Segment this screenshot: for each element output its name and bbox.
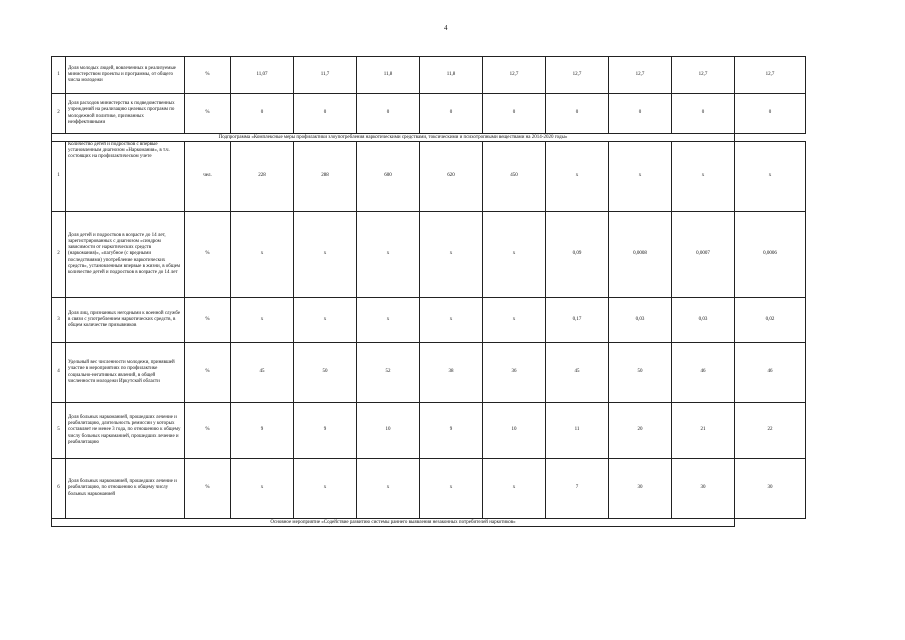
table-row xyxy=(52,212,806,298)
value-cell: 9 xyxy=(294,403,357,459)
value-cell: х xyxy=(483,212,546,298)
value-cell: х xyxy=(483,298,546,343)
value-cell: 30 xyxy=(735,459,806,519)
value-cell: 10 xyxy=(357,403,420,459)
value-cell: 0 xyxy=(483,94,546,134)
value-cell: 0 xyxy=(609,94,672,134)
value-cell: х xyxy=(294,212,357,298)
value-cell: 0 xyxy=(420,94,483,134)
value-cell: 20 xyxy=(609,403,672,459)
value-cell: 30 xyxy=(672,459,735,519)
value-cell: 0,02 xyxy=(735,298,806,343)
value-cell: 46 xyxy=(735,343,806,403)
value-cell: х xyxy=(420,212,483,298)
table-row xyxy=(52,57,806,94)
value-cell: 0,0008 xyxy=(609,212,672,298)
value-cell: 38 xyxy=(420,343,483,403)
value-cell: 21 xyxy=(672,403,735,459)
value-cell: х xyxy=(357,212,420,298)
section-row-1 xyxy=(52,134,806,142)
value-cell: 11,8 xyxy=(420,57,483,94)
row-number: 6 xyxy=(52,459,66,519)
value-cell: 11 xyxy=(546,403,609,459)
table-row xyxy=(52,343,806,403)
unit-cell: % xyxy=(185,94,231,134)
value-cell: 0 xyxy=(294,94,357,134)
value-cell: 50 xyxy=(294,343,357,403)
indicator-name: Доля лиц, признанных негодными к военной службе в связи с употреблением наркотических средств, в общем количестве призывников xyxy=(66,298,185,343)
value-cell: 0,03 xyxy=(609,298,672,343)
value-cell: 0 xyxy=(357,94,420,134)
value-cell: 0 xyxy=(546,94,609,134)
table-row xyxy=(52,459,806,519)
value-cell: 0 xyxy=(231,94,294,134)
value-cell: 9 xyxy=(420,403,483,459)
indicator-name: Доля молодых людей, вовлеченных в реализуемые министерством проекты и программы, от общего числа молодежи xyxy=(66,57,185,94)
subprogram-title: Подпрограмма «Комплексные меры профилактики злоупотребления наркотическими средствами, токсическими и психотропными веществами на 2014-2020 годы» xyxy=(52,134,735,142)
value-cell: 11,8 xyxy=(357,57,420,94)
value-cell: 12,7 xyxy=(735,57,806,94)
value-cell: х xyxy=(357,459,420,519)
value-cell: х xyxy=(231,212,294,298)
main-activity-title: Основное мероприятие «Содействие развитию системы раннего выявления незаконных потребителей наркотиков» xyxy=(52,519,735,527)
indicator-name: Количество детей и подростков с впервые установленным диагнозом «Наркомания», в т.ч. состоящих на профилактическом учете xyxy=(66,142,185,212)
value-cell: 50 xyxy=(609,343,672,403)
value-cell: х xyxy=(294,298,357,343)
row-number: 2 xyxy=(52,94,66,134)
value-cell: х xyxy=(294,459,357,519)
value-cell: 12,7 xyxy=(546,57,609,94)
indicator-name: Доля детей и подростков в возрасте до 14 лет, зарегистрированных с диагнозом «синдром зависимости от наркотических средств (наркомания)», «пагубное (с вредными последствиями) употребление наркотических средств», установленным впервые в жизни, в общем количестве детей и подростков в возрасте до 14 лет xyxy=(66,212,185,298)
value-cell: 0,0006 xyxy=(735,212,806,298)
value-cell: 0,17 xyxy=(546,298,609,343)
value-cell: х xyxy=(420,459,483,519)
value-cell: 7 xyxy=(546,459,609,519)
value-cell: 288 xyxy=(294,142,357,212)
table-body-top xyxy=(52,57,806,134)
value-cell: 11,7 xyxy=(294,57,357,94)
value-cell: х xyxy=(483,459,546,519)
section-row-2 xyxy=(52,519,806,527)
row-number: 5 xyxy=(52,403,66,459)
row-number: 3 xyxy=(52,298,66,343)
value-cell: 450 xyxy=(483,142,546,212)
row-number: 2 xyxy=(52,212,66,298)
value-cell: 12,7 xyxy=(609,57,672,94)
value-cell: х xyxy=(231,298,294,343)
value-cell: 10 xyxy=(483,403,546,459)
table-row xyxy=(52,142,806,212)
indicator-name: Доля больных наркоманией, прошедших лечение и реабилитацию, по отношению к общему числу больных наркоманией xyxy=(66,459,185,519)
row-number: 1 xyxy=(52,142,66,212)
row-number: 1 xyxy=(52,57,66,94)
value-cell: 0 xyxy=(735,94,806,134)
value-cell: 9 xyxy=(231,403,294,459)
value-cell: 620 xyxy=(420,142,483,212)
value-cell: 30 xyxy=(609,459,672,519)
value-cell: 46 xyxy=(672,343,735,403)
value-cell: 0 xyxy=(672,94,735,134)
value-cell: 12,7 xyxy=(672,57,735,94)
value-cell: 52 xyxy=(357,343,420,403)
unit-cell: % xyxy=(185,212,231,298)
value-cell: 36 xyxy=(483,343,546,403)
value-cell: 12,7 xyxy=(483,57,546,94)
indicator-name: Удельный вес численности молодежи, принявшей участие в мероприятиях по профилактике социально-негативных явлений, в общей численности молодежи Иркутской области xyxy=(66,343,185,403)
value-cell: х xyxy=(231,459,294,519)
value-cell: 45 xyxy=(546,343,609,403)
unit-cell: % xyxy=(185,57,231,94)
indicator-name: Доля больных наркоманией, прошедших лечение и реабилитацию, длительность ремиссии у которых составляет не менее 3 года, по отношению к общему числу больных наркоманией, прошедших лечение и реабилитацию xyxy=(66,403,185,459)
value-cell: 45 xyxy=(231,343,294,403)
unit-cell: % xyxy=(185,298,231,343)
value-cell: 0,0007 xyxy=(672,212,735,298)
table-body-subprogram xyxy=(52,142,806,519)
value-cell: 11,07 xyxy=(231,57,294,94)
table-row xyxy=(52,403,806,459)
unit-cell: чел. xyxy=(185,142,231,212)
value-cell: х xyxy=(420,298,483,343)
value-cell: х xyxy=(546,142,609,212)
unit-cell: % xyxy=(185,403,231,459)
indicator-name: Доля расходов министерства к подведомственных учреждений на реализацию целевых программ по молодежной политике, признанных неэффективными xyxy=(66,94,185,134)
value-cell: 0,09 xyxy=(546,212,609,298)
value-cell: 0,03 xyxy=(672,298,735,343)
value-cell: х xyxy=(357,298,420,343)
table-row xyxy=(52,298,806,343)
value-cell: х xyxy=(735,142,806,212)
page-number: 4 xyxy=(444,24,448,32)
value-cell: 600 xyxy=(357,142,420,212)
value-cell: х xyxy=(672,142,735,212)
value-cell: 22 xyxy=(735,403,806,459)
unit-cell: % xyxy=(185,459,231,519)
row-number: 4 xyxy=(52,343,66,403)
unit-cell: % xyxy=(185,343,231,403)
table-row xyxy=(52,94,806,134)
value-cell: х xyxy=(609,142,672,212)
indicators-table xyxy=(51,56,806,527)
value-cell: 228 xyxy=(231,142,294,212)
